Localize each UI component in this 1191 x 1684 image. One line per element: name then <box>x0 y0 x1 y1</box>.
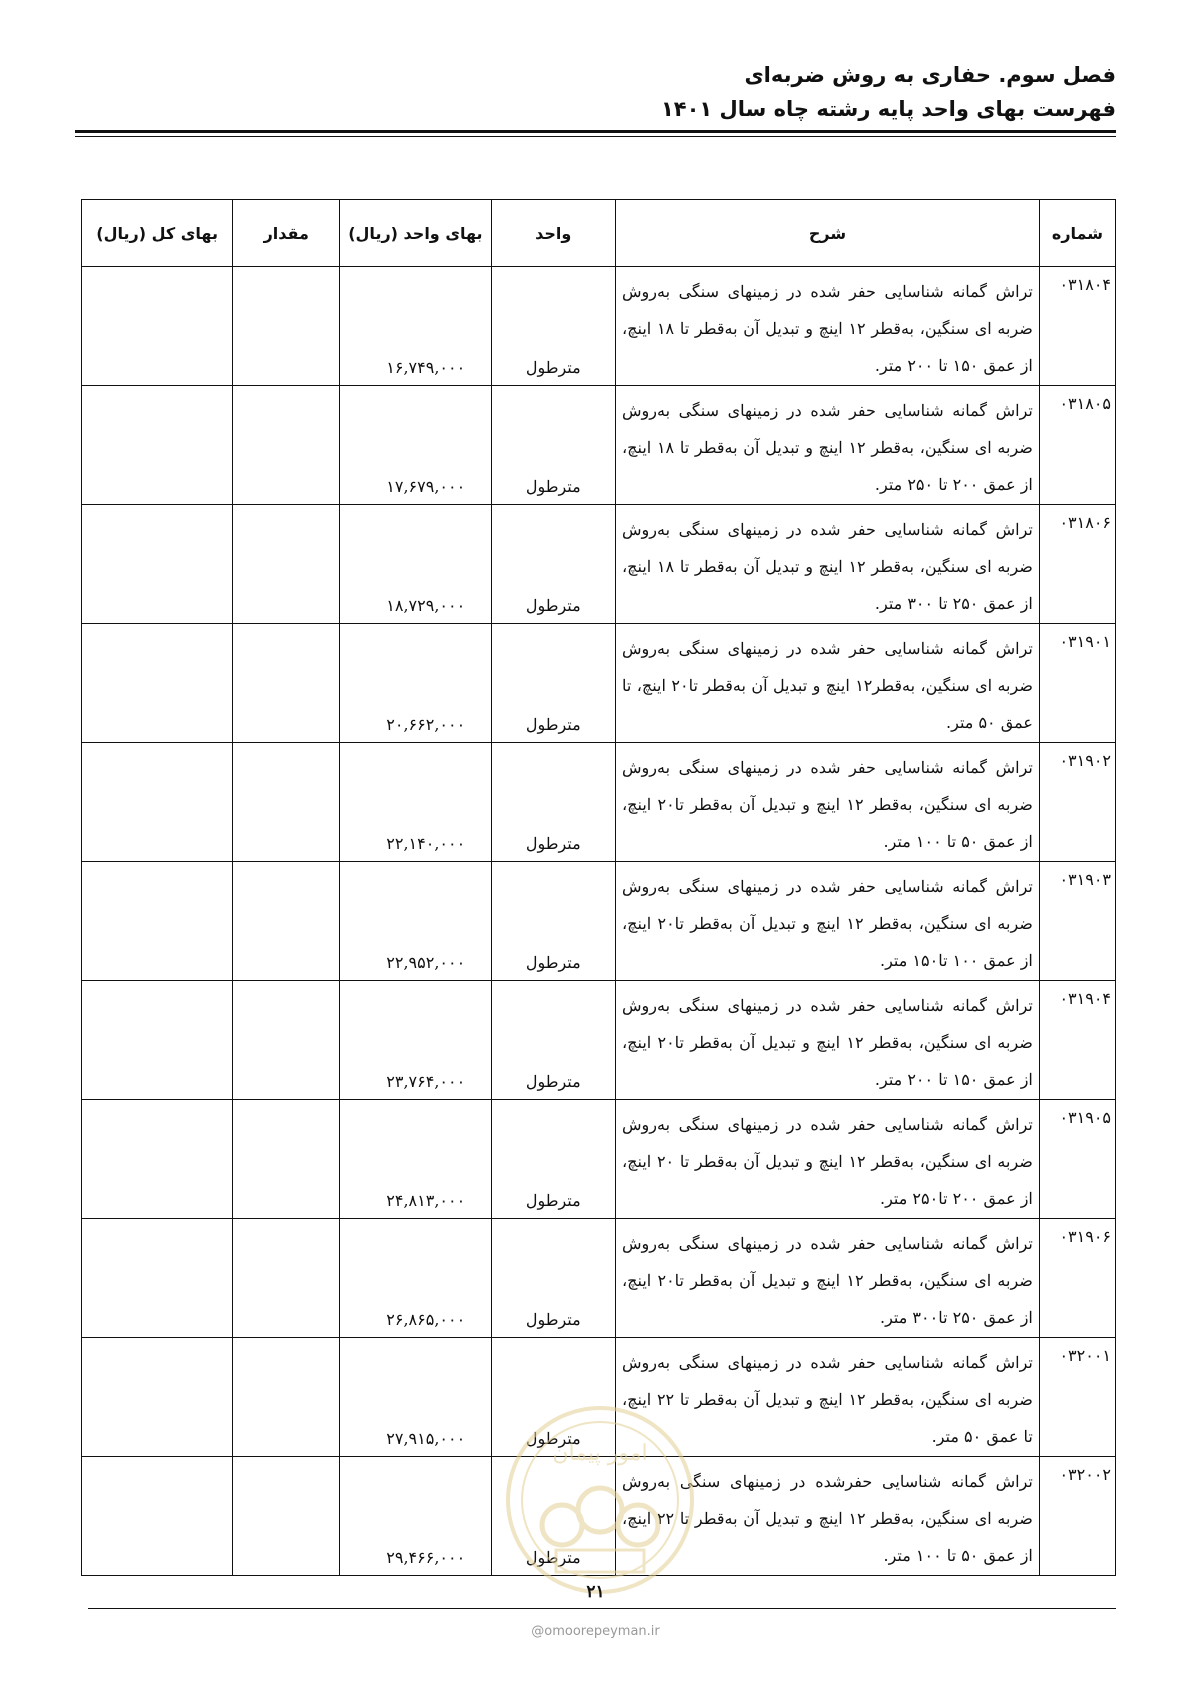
item-total-price <box>82 1457 233 1576</box>
item-quantity <box>233 1457 340 1576</box>
item-unit: مترطول <box>491 981 615 1100</box>
item-total-price <box>82 386 233 505</box>
item-unit-price: ۲۷,۹۱۵,۰۰۰ <box>340 1338 491 1457</box>
item-quantity <box>233 862 340 981</box>
page-header <box>76 58 1116 126</box>
table-row <box>82 386 1116 505</box>
item-total-price <box>82 1338 233 1457</box>
col-header-total-price: بهای کل (ریال) <box>82 200 233 267</box>
item-unit: مترطول <box>491 1457 615 1576</box>
item-quantity <box>233 386 340 505</box>
item-code: ۰۳۱۹۰۵ <box>1039 1100 1115 1219</box>
table-row <box>82 505 1116 624</box>
item-code: ۰۳۲۰۰۲ <box>1039 1457 1115 1576</box>
item-code: ۰۳۱۹۰۱ <box>1039 624 1115 743</box>
item-total-price <box>82 1100 233 1219</box>
item-code: ۰۳۱۹۰۴ <box>1039 981 1115 1100</box>
item-code: ۰۳۲۰۰۱ <box>1039 1338 1115 1457</box>
item-quantity <box>233 1219 340 1338</box>
item-unit-price: ۲۹,۴۶۶,۰۰۰ <box>340 1457 491 1576</box>
table-row <box>82 981 1116 1100</box>
item-unit: مترطول <box>491 1338 615 1457</box>
table-row <box>82 862 1116 981</box>
item-quantity <box>233 981 340 1100</box>
item-unit: مترطول <box>491 862 615 981</box>
item-total-price <box>82 505 233 624</box>
item-code: ۰۳۱۸۰۴ <box>1039 267 1115 386</box>
item-code: ۰۳۱۸۰۶ <box>1039 505 1115 624</box>
item-unit-price: ۱۷,۶۷۹,۰۰۰ <box>340 386 491 505</box>
header-rule-thick <box>75 130 1116 133</box>
item-code: ۰۳۱۸۰۵ <box>1039 386 1115 505</box>
table-row <box>82 1100 1116 1219</box>
item-description: تراش گمانه شناسایی حفر شده در زمینهای سنگی به‌روش ضربه ای سنگین، به‌قطر ۱۲ اینچ و تبدیل آن به‌قطر تا ۲۲ اینچ، تا عمق ۵۰ متر. <box>616 1338 1040 1457</box>
item-description: تراش گمانه شناسایی حفرشده در زمینهای سنگی به‌روش ضربه ای سنگین، به‌قطر ۱۲ اینچ و تبدیل آن به‌قطر تا ۲۲ اینچ، از عمق ۵۰ تا ۱۰۰ متر. <box>616 1457 1040 1576</box>
item-description: تراش گمانه شناسایی حفر شده در زمینهای سنگی به‌روش ضربه ای سنگین، به‌قطر ۱۲ اینچ و تبدیل آن به‌قطر تا ۲۰ اینچ، از عمق ۲۰۰ تا۲۵۰ متر. <box>616 1100 1040 1219</box>
item-unit-price: ۲۶,۸۶۵,۰۰۰ <box>340 1219 491 1338</box>
item-code: ۰۳۱۹۰۲ <box>1039 743 1115 862</box>
table-header-row <box>82 200 1116 267</box>
item-description: تراش گمانه شناسایی حفر شده در زمینهای سنگی به‌روش ضربه ای سنگین، به‌قطر ۱۲ اینچ و تبدیل آن به‌قطر تا ۱۸ اینچ، از عمق ۲۵۰ تا ۳۰۰ متر. <box>616 505 1040 624</box>
page-number: ۲۱ <box>586 1582 605 1602</box>
item-unit-price: ۱۶,۷۴۹,۰۰۰ <box>340 267 491 386</box>
item-unit: مترطول <box>491 624 615 743</box>
seal-text: امور پیمان <box>552 1441 648 1466</box>
item-unit: مترطول <box>491 743 615 862</box>
item-total-price <box>82 624 233 743</box>
col-header-quantity: مقدار <box>233 200 340 267</box>
item-unit: مترطول <box>491 386 615 505</box>
item-unit-price: ۱۸,۷۲۹,۰۰۰ <box>340 505 491 624</box>
table-row <box>82 1338 1116 1457</box>
item-total-price <box>82 743 233 862</box>
item-description: تراش گمانه شناسایی حفر شده در زمینهای سنگی به‌روش ضربه ای سنگین، به‌قطر ۱۲ اینچ و تبدیل آن به‌قطر تا۲۰ اینچ، از عمق ۱۰۰ تا۱۵۰ متر. <box>616 862 1040 981</box>
item-quantity <box>233 505 340 624</box>
item-total-price <box>82 862 233 981</box>
col-header-unit: واحد <box>491 200 615 267</box>
item-description: تراش گمانه شناسایی حفر شده در زمینهای سنگی به‌روش ضربه ای سنگین، به‌قطر ۱۲ اینچ و تبدیل آن به‌قطر تا۲۰ اینچ، از عمق ۲۵۰ تا۳۰۰ متر. <box>616 1219 1040 1338</box>
table-row <box>82 267 1116 386</box>
item-quantity <box>233 743 340 862</box>
item-unit: مترطول <box>491 1100 615 1219</box>
item-unit-price: ۲۲,۹۵۲,۰۰۰ <box>340 862 491 981</box>
table-row <box>82 1219 1116 1338</box>
col-header-unit-price: بهای واحد (ریال) <box>340 200 491 267</box>
footer-rule <box>88 1608 1116 1609</box>
table-row <box>82 624 1116 743</box>
item-total-price <box>82 981 233 1100</box>
item-unit: مترطول <box>491 505 615 624</box>
item-unit-price: ۲۳,۷۶۴,۰۰۰ <box>340 981 491 1100</box>
item-total-price <box>82 267 233 386</box>
item-quantity <box>233 1338 340 1457</box>
col-header-description: شرح <box>616 200 1040 267</box>
chapter-title: فصل سوم. حفاری به روش ضربه‌ای <box>744 63 1116 87</box>
table-row <box>82 743 1116 862</box>
item-unit-price: ۲۰,۶۶۲,۰۰۰ <box>340 624 491 743</box>
price-table <box>81 199 1116 1576</box>
item-description: تراش گمانه شناسایی حفر شده در زمینهای سنگی به‌روش ضربه ای سنگین، به‌قطر ۱۲ اینچ و تبدیل آن به‌قطر تا ۱۸ اینچ، از عمق ۲۰۰ تا ۲۵۰ متر. <box>616 386 1040 505</box>
header-rule-thin <box>75 136 1116 137</box>
item-code: ۰۳۱۹۰۶ <box>1039 1219 1115 1338</box>
item-unit: مترطول <box>491 1219 615 1338</box>
item-quantity <box>233 624 340 743</box>
item-quantity <box>233 1100 340 1219</box>
item-unit-price: ۲۴,۸۱۳,۰۰۰ <box>340 1100 491 1219</box>
table-row <box>82 1457 1116 1576</box>
site-watermark: @omoorepeyman.ir <box>531 1624 660 1639</box>
col-header-code: شماره <box>1039 200 1115 267</box>
document-title: فهرست بهای واحد پایه رشته چاه سال ۱۴۰۱ <box>660 97 1116 121</box>
item-total-price <box>82 1219 233 1338</box>
item-description: تراش گمانه شناسایی حفر شده در زمینهای سنگی به‌روش ضربه ای سنگین، به‌قطر ۱۲ اینچ و تبدیل آن به‌قطر تا ۱۸ اینچ، از عمق ۱۵۰ تا ۲۰۰ متر. <box>616 267 1040 386</box>
table-body <box>82 267 1116 1576</box>
item-quantity <box>233 267 340 386</box>
item-unit-price: ۲۲,۱۴۰,۰۰۰ <box>340 743 491 862</box>
item-code: ۰۳۱۹۰۳ <box>1039 862 1115 981</box>
item-unit: مترطول <box>491 267 615 386</box>
item-description: تراش گمانه شناسایی حفر شده در زمینهای سنگی به‌روش ضربه ای سنگین، به‌قطر ۱۲ اینچ و تبدیل آن به‌قطر تا۲۰ اینچ، از عمق ۱۵۰ تا ۲۰۰ متر. <box>616 981 1040 1100</box>
item-description: تراش گمانه شناسایی حفر شده در زمینهای سنگی به‌روش ضربه ای سنگین، به‌قطر۱۲ اینچ و تبدیل آن به‌قطر تا۲۰ اینچ، تا عمق ۵۰ متر. <box>616 624 1040 743</box>
item-description: تراش گمانه شناسایی حفر شده در زمینهای سنگی به‌روش ضربه ای سنگین، به‌قطر ۱۲ اینچ و تبدیل آن به‌قطر تا۲۰ اینچ، از عمق ۵۰ تا ۱۰۰ متر. <box>616 743 1040 862</box>
